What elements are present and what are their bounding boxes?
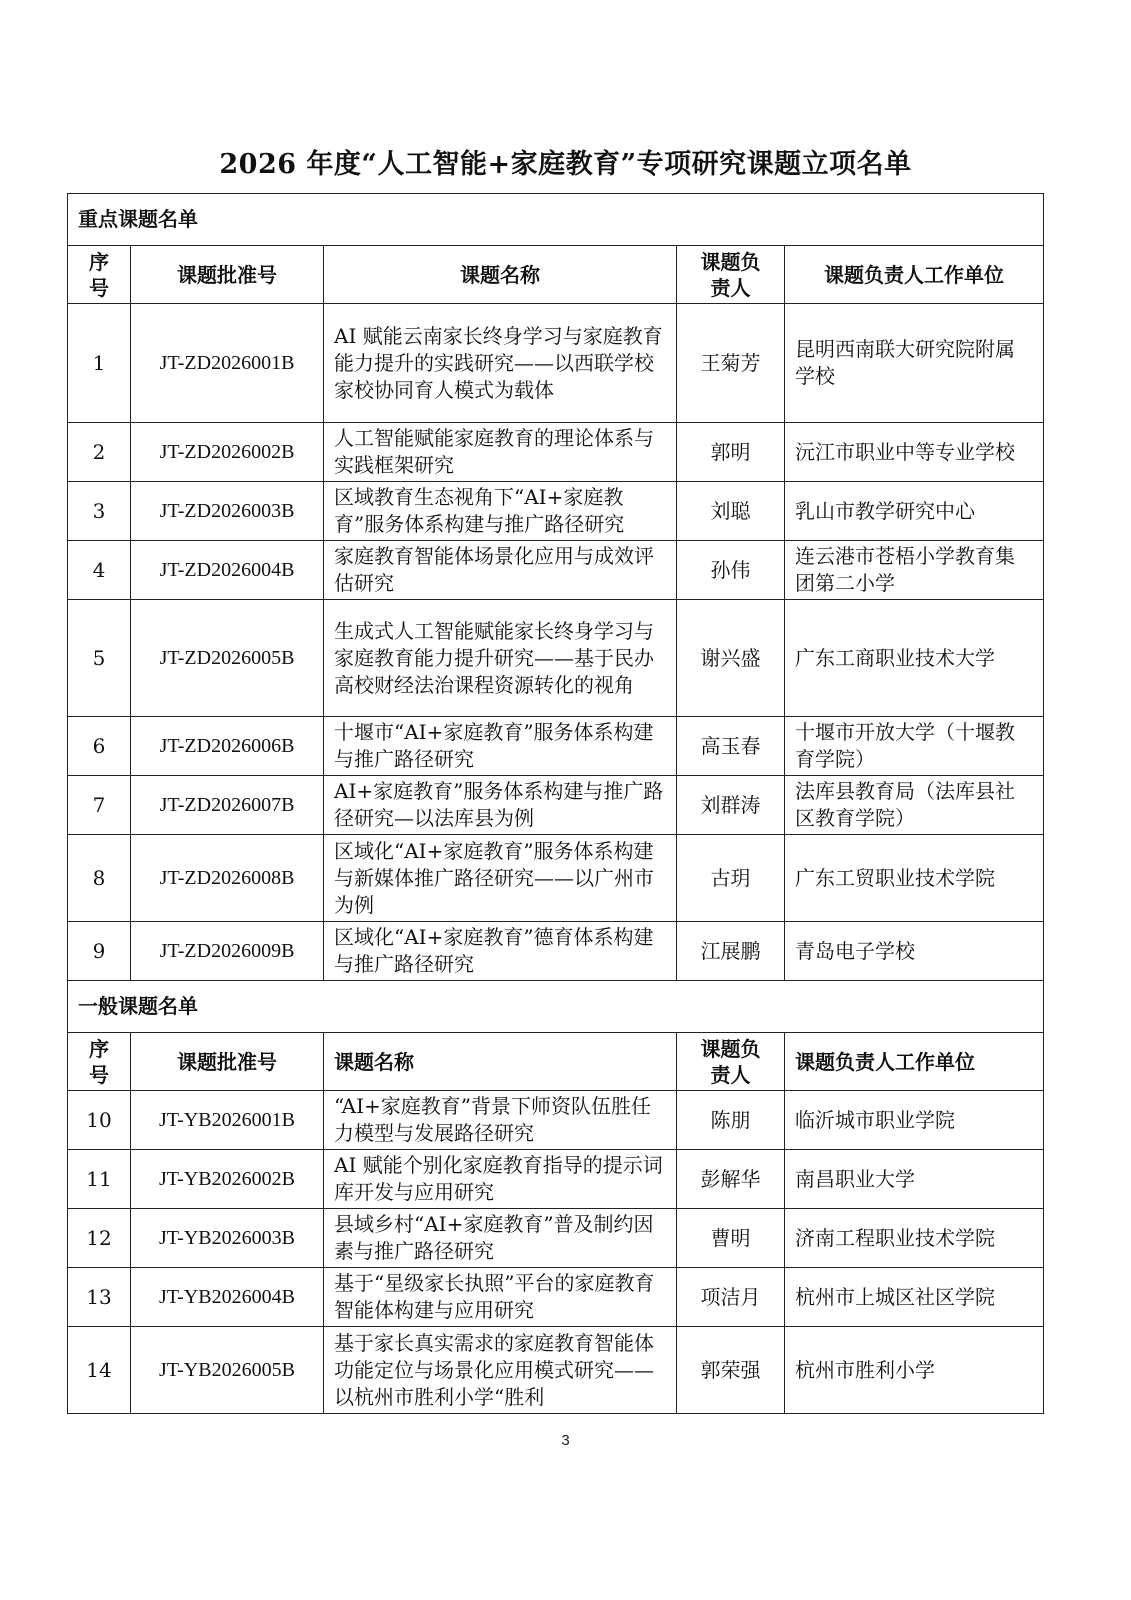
row-unit: 十堰市开放大学（十堰教育学院）: [785, 717, 1044, 776]
row-code: JT-ZD2026006B: [131, 717, 324, 776]
table-row: [68, 1150, 1044, 1209]
row-leader: 古玥: [677, 835, 785, 922]
row-code: JT-ZD2026002B: [131, 423, 324, 482]
table-row: [68, 1091, 1044, 1150]
row-leader: 彭解华: [677, 1150, 785, 1209]
row-project-name: 区域化“AI+家庭教育”服务体系构建与新媒体推广路径研究——以广州市为例: [324, 835, 677, 922]
table-row: [68, 304, 1044, 423]
row-leader: 王菊芳: [677, 304, 785, 423]
table-row: [68, 482, 1044, 541]
row-project-name: 基于家长真实需求的家庭教育智能体功能定位与场景化应用模式研究——以杭州市胜利小学“胜利: [324, 1327, 677, 1414]
table-body: [68, 194, 1044, 1414]
row-project-name: 生成式人工智能赋能家长终身学习与家庭教育能力提升研究——基于民办高校财经法治课程资源转化的视角: [324, 600, 677, 717]
row-unit: 广东工贸职业技术学院: [785, 835, 1044, 922]
row-project-name: AI 赋能云南家长终身学习与家庭教育能力提升的实践研究——以西联学校家校协同育人模式为载体: [324, 304, 677, 423]
row-seq: 2: [68, 423, 131, 482]
row-project-name: AI 赋能个别化家庭教育指导的提示词库开发与应用研究: [324, 1150, 677, 1209]
table-row: [68, 1209, 1044, 1268]
row-code: JT-YB2026005B: [131, 1327, 324, 1414]
row-unit: 昆明西南联大研究院附属学校: [785, 304, 1044, 423]
table-row: [68, 922, 1044, 981]
header-code: 课题批准号: [131, 246, 324, 304]
row-leader: 郭荣强: [677, 1327, 785, 1414]
row-seq: 14: [68, 1327, 131, 1414]
row-seq: 11: [68, 1150, 131, 1209]
row-project-name: 县域乡村“AI+家庭教育”普及制约因素与推广路径研究: [324, 1209, 677, 1268]
row-project-name: “AI+家庭教育”背景下师资队伍胜任力模型与发展路径研究: [324, 1091, 677, 1150]
header-seq: 序号: [68, 1033, 131, 1091]
row-unit: 法库县教育局（法库县社区教育学院）: [785, 776, 1044, 835]
row-code: JT-YB2026004B: [131, 1268, 324, 1327]
row-seq: 9: [68, 922, 131, 981]
section-title-row: [68, 194, 1044, 246]
row-seq: 4: [68, 541, 131, 600]
row-unit: 广东工商职业技术大学: [785, 600, 1044, 717]
header-name: 课题名称: [324, 246, 677, 304]
row-project-name: 十堰市“AI+家庭教育”服务体系构建与推广路径研究: [324, 717, 677, 776]
header-leader: 课题负责人: [677, 1033, 785, 1091]
row-leader: 谢兴盛: [677, 600, 785, 717]
row-code: JT-ZD2026004B: [131, 541, 324, 600]
row-seq: 1: [68, 304, 131, 423]
row-seq: 13: [68, 1268, 131, 1327]
row-leader: 郭明: [677, 423, 785, 482]
table-row: [68, 600, 1044, 717]
header-name: 课题名称: [324, 1033, 677, 1091]
row-leader: 刘群涛: [677, 776, 785, 835]
table-header-row: [68, 246, 1044, 304]
row-unit: 南昌职业大学: [785, 1150, 1044, 1209]
row-project-name: 区域教育生态视角下“AI+家庭教育”服务体系构建与推广路径研究: [324, 482, 677, 541]
row-leader: 曹明: [677, 1209, 785, 1268]
header-code: 课题批准号: [131, 1033, 324, 1091]
row-unit: 连云港市苍梧小学教育集团第二小学: [785, 541, 1044, 600]
row-unit: 杭州市胜利小学: [785, 1327, 1044, 1414]
row-unit: 杭州市上城区社区学院: [785, 1268, 1044, 1327]
row-seq: 8: [68, 835, 131, 922]
section-title: 重点课题名单: [68, 194, 1044, 246]
section-title-row: [68, 981, 1044, 1033]
row-leader: 刘聪: [677, 482, 785, 541]
table-row: [68, 776, 1044, 835]
row-unit: 济南工程职业技术学院: [785, 1209, 1044, 1268]
row-unit: 沅江市职业中等专业学校: [785, 423, 1044, 482]
table-row: [68, 541, 1044, 600]
table-row: [68, 717, 1044, 776]
row-code: JT-YB2026002B: [131, 1150, 324, 1209]
row-seq: 10: [68, 1091, 131, 1150]
row-leader: 江展鹏: [677, 922, 785, 981]
header-seq: 序号: [68, 246, 131, 304]
row-unit: 乳山市教学研究中心: [785, 482, 1044, 541]
row-code: JT-ZD2026005B: [131, 600, 324, 717]
header-leader: 课题负责人: [677, 246, 785, 304]
row-seq: 3: [68, 482, 131, 541]
row-leader: 陈朋: [677, 1091, 785, 1150]
row-code: JT-YB2026003B: [131, 1209, 324, 1268]
row-project-name: 基于“星级家长执照”平台的家庭教育智能体构建与应用研究: [324, 1268, 677, 1327]
row-unit: 临沂城市职业学院: [785, 1091, 1044, 1150]
page-number: 3: [561, 1432, 570, 1449]
row-unit: 青岛电子学校: [785, 922, 1044, 981]
table-row: [68, 1327, 1044, 1414]
row-code: JT-ZD2026003B: [131, 482, 324, 541]
row-leader: 高玉春: [677, 717, 785, 776]
row-leader: 项洁月: [677, 1268, 785, 1327]
header-unit: 课题负责人工作单位: [785, 246, 1044, 304]
row-code: JT-ZD2026001B: [131, 304, 324, 423]
table-row: [68, 423, 1044, 482]
row-project-name: 人工智能赋能家庭教育的理论体系与实践框架研究: [324, 423, 677, 482]
section-title: 一般课题名单: [68, 981, 1044, 1033]
row-seq: 7: [68, 776, 131, 835]
row-seq: 6: [68, 717, 131, 776]
table-header-row: [68, 1033, 1044, 1091]
row-leader: 孙伟: [677, 541, 785, 600]
page-title: 2026 年度“人工智能+家庭教育”专项研究课题立项名单: [219, 149, 912, 180]
table-row: [68, 1268, 1044, 1327]
row-project-name: AI+家庭教育”服务体系构建与推广路径研究—以法库县为例: [324, 776, 677, 835]
row-code: JT-YB2026001B: [131, 1091, 324, 1150]
row-code: JT-ZD2026007B: [131, 776, 324, 835]
row-project-name: 家庭教育智能体场景化应用与成效评估研究: [324, 541, 677, 600]
project-list-table: [67, 193, 1044, 1414]
row-seq: 12: [68, 1209, 131, 1268]
row-seq: 5: [68, 600, 131, 717]
row-code: JT-ZD2026008B: [131, 835, 324, 922]
header-unit: 课题负责人工作单位: [785, 1033, 1044, 1091]
row-project-name: 区域化“AI+家庭教育”德育体系构建与推广路径研究: [324, 922, 677, 981]
table-row: [68, 835, 1044, 922]
row-code: JT-ZD2026009B: [131, 922, 324, 981]
